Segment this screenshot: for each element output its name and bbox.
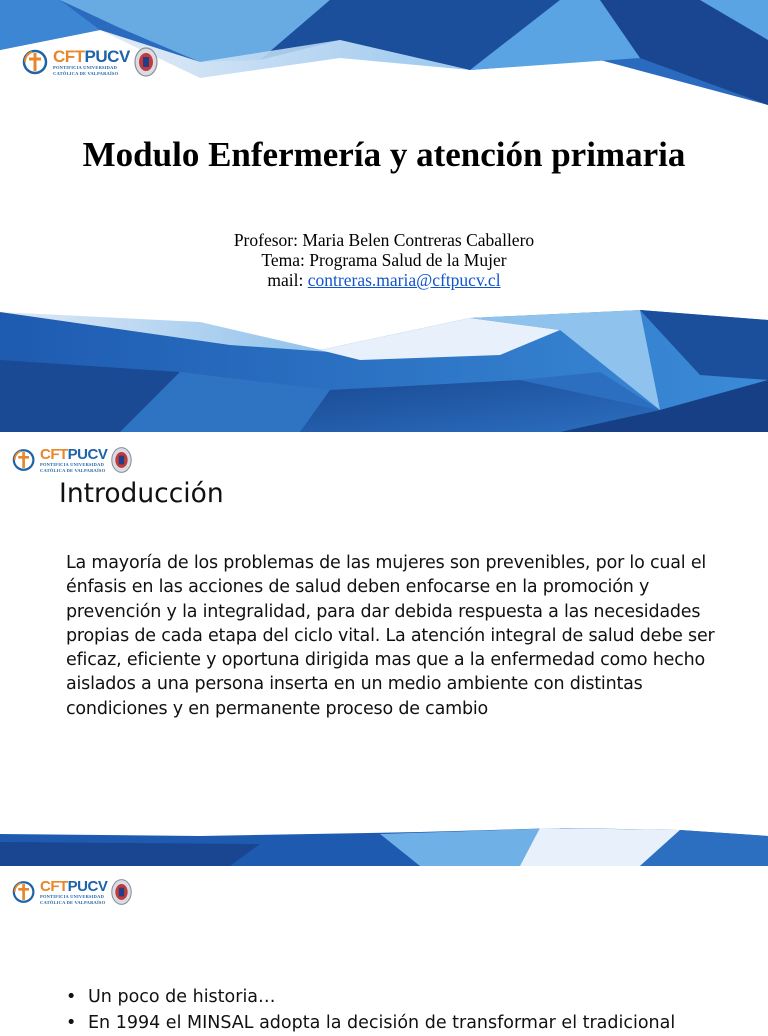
- email-link[interactable]: contreras.maria@cftpucv.cl: [307, 270, 501, 290]
- mail-label: mail:: [267, 270, 308, 290]
- cftpucv-logo: CFTPUCV PONTIFICIA UNIVERSIDAD CATÓLICA DE VALPARAÍSO: [12, 444, 133, 476]
- title-slide: [0, 0, 768, 432]
- cftpucv-emblem-icon: [22, 44, 50, 80]
- cftpucv-emblem-icon: [12, 876, 37, 908]
- cftpucv-logo: CFTPUCV PONTIFICIA UNIVERSIDAD CATÓLICA DE VALPARAÍSO: [22, 44, 159, 80]
- university-seal-icon: [110, 877, 133, 907]
- university-seal-icon: [133, 45, 159, 79]
- history-bullet-list: [66, 984, 746, 1036]
- cftpucv-logo: CFTPUCV PONTIFICIA UNIVERSIDAD CATÓLICA DE VALPARAÍSO: [12, 876, 133, 908]
- presentation-title: Modulo Enfermería y atención primaria: [82, 135, 686, 174]
- intro-paragraph: La mayoría de los problemas de las mujeres son prevenibles, por lo cual el énfasis en las acciones de salud deben enfocarse en la promoción y prevención y la integralidad, para dar debida respuesta a las necesidades propias de cada etapa del ciclo vital. La atención integral de salud debe ser eficaz, eficiente y oportuna dirigida mas que a la enfermedad como hecho aislados a una persona inserta en un medio ambiente con distintas condiciones y en permanente proceso de cambio: [66, 553, 715, 719]
- list-item: • En 1994 el MINSAL adopta la decisión de transformar el tradicional: [66, 1010, 746, 1036]
- list-item: • Un poco de historia…: [66, 984, 746, 1010]
- topic-line: Tema: Programa Salud de la Mujer: [261, 250, 507, 270]
- section-heading: Introducción: [59, 478, 224, 509]
- presentation-info: [0, 230, 768, 290]
- professor-line: Profesor: Maria Belen Contreras Caballero: [233, 230, 535, 250]
- mail-line: [0, 270, 768, 290]
